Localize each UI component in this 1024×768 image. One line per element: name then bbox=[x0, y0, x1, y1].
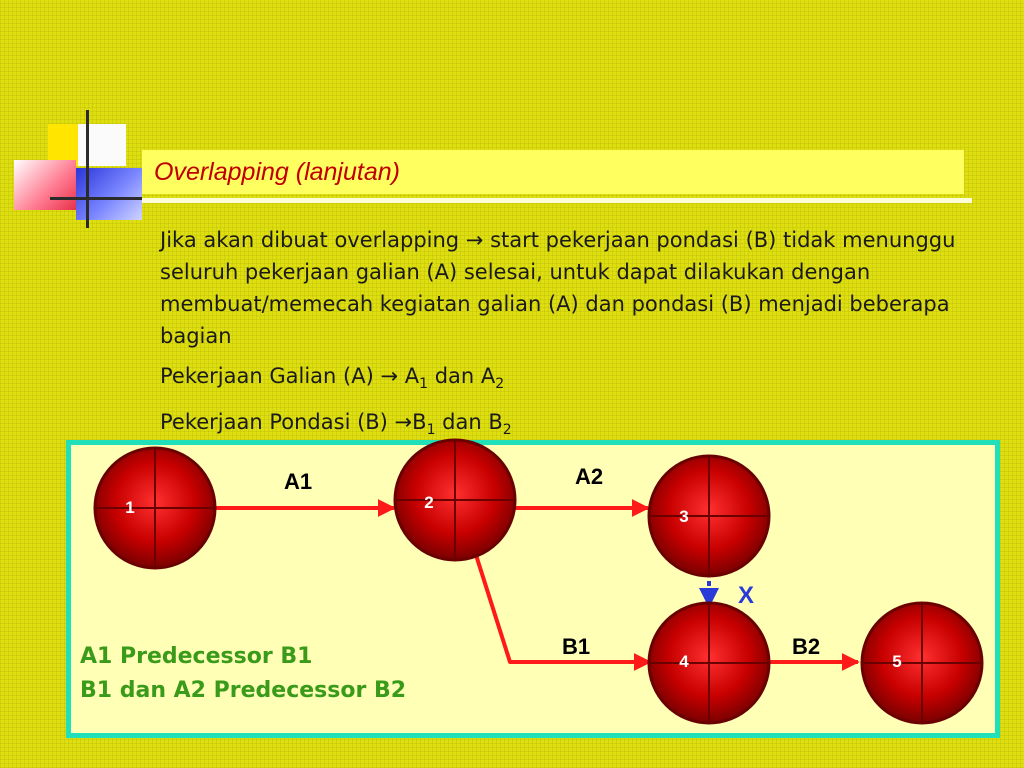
node-4-label: 4 bbox=[679, 652, 689, 671]
activity-label-a2: A2 bbox=[574, 464, 604, 489]
node-1-label: 1 bbox=[125, 498, 135, 517]
node-1 bbox=[95, 448, 215, 568]
activity-label-b2: B2 bbox=[791, 634, 821, 659]
node-3-label: 3 bbox=[679, 507, 689, 526]
galian-prefix: Pekerjaan Galian (A) → A bbox=[160, 364, 420, 388]
node-2-label: 2 bbox=[424, 493, 434, 512]
dummy-label-x: X bbox=[737, 582, 755, 609]
node-4 bbox=[649, 603, 769, 723]
galian-sub2: 2 bbox=[495, 376, 505, 393]
slide-title: Overlapping (lanjutan) bbox=[154, 157, 400, 186]
pondasi-mid: dan B bbox=[435, 410, 503, 435]
activity-label-b1: B1 bbox=[561, 634, 591, 659]
node-5-label: 5 bbox=[892, 652, 902, 671]
legend-line-2: B1 dan A2 Predecessor B2 bbox=[80, 678, 407, 703]
legend-line-1: A1 Predecessor B1 bbox=[80, 644, 313, 669]
galian-mid: dan A bbox=[428, 364, 496, 388]
pondasi-prefix: Pekerjaan Pondasi (B) →B bbox=[160, 410, 427, 435]
node-2 bbox=[395, 440, 515, 560]
pondasi-sub2: 2 bbox=[502, 422, 512, 439]
activity-label-a1: A1 bbox=[283, 469, 313, 494]
galian-sub1: 1 bbox=[419, 376, 429, 393]
node-3 bbox=[649, 456, 769, 576]
body-paragraph: Jika akan dibuat overlapping → start pekerjaan pondasi (B) tidak menunggu seluruh pekerjaan galian (A) selesai, untuk dapat dilakukan dengan membuat/memecah kegiatan galian (A) dan pondasi (B) menjadi beberapa bagian bbox=[160, 228, 956, 348]
predecessor-legend bbox=[80, 640, 406, 708]
node-5 bbox=[862, 603, 982, 723]
pondasi-sub1: 1 bbox=[426, 422, 436, 439]
